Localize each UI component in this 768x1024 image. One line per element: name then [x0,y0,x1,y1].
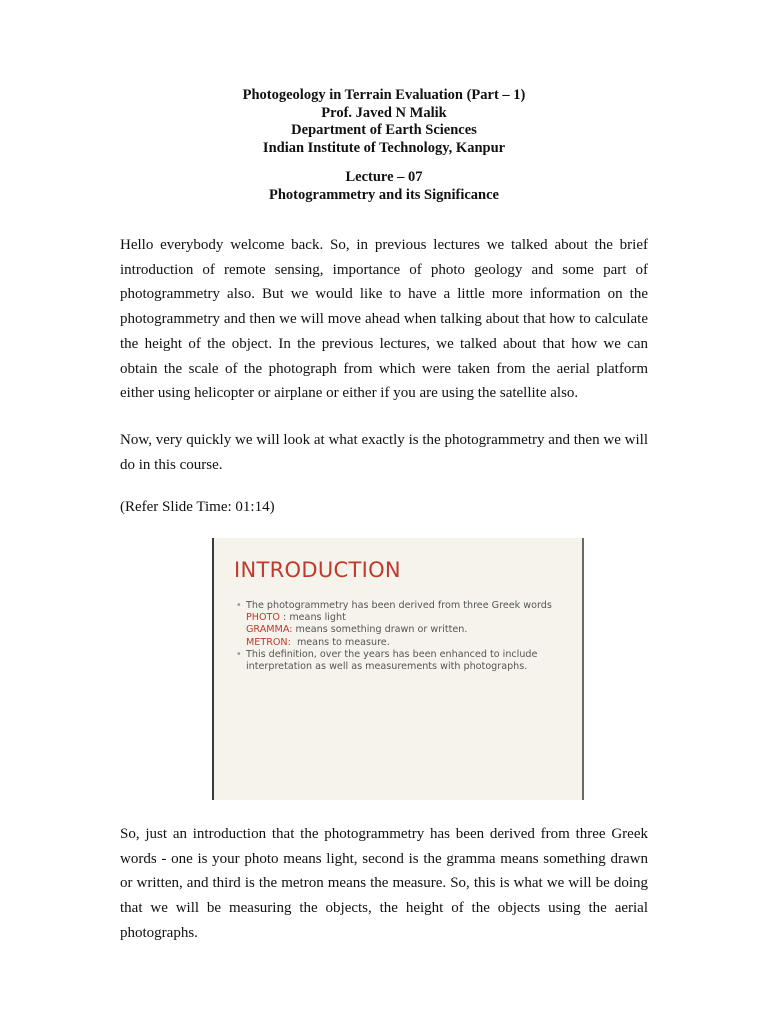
slide-content [234,600,554,673]
term-word: METRON: [246,636,291,648]
professor-name: Prof. Javed N Malik [321,104,447,121]
bullet-icon: • [236,600,242,611]
slide-bullet [234,600,554,612]
course-title: Photogeology in Terrain Evaluation (Part – 1) [242,87,526,103]
bullet-icon: • [236,648,242,660]
institute-name: Indian Institute of Technology, Kanpur [262,139,506,156]
term-separator: : [279,612,290,624]
slide-bullet-text: This definition, over the years has been enhanced to include interpretation as well as measurements with photographs. [246,648,538,673]
department-name: Department of Earth Sciences [291,122,477,138]
paragraph-etymology: So, just an introduction that the photogrammetry has been derived from three Greek words - one is your photo means light, second is the gramma means something drawn or written, and third is the metron means the measure. So, this is what we will be doing that we will be measuring the objects, the height of the objects using the aerial photographs. [120,826,648,941]
lecture-number: Lecture – 07 [345,169,423,185]
slide-bullet-text: The photogrammetry has been derived from three Greek words [246,600,552,611]
term-word: GRAMMA: [246,624,293,636]
header-spacer [0,157,768,169]
slide-time-reference: (Refer Slide Time: 01:14) [120,499,275,515]
slide-title: INTRODUCTION [234,558,401,582]
slide-bullet [234,649,554,673]
lecture-title: Photogrammetry and its Significance [269,186,499,203]
slide-term-gramma [234,624,554,636]
lecture-header [0,87,768,204]
paragraph-intro: Hello everybody welcome back. So, in previous lectures we talked about the brief introduction of remote sensing, importance of photo geology and some part of photogrammetry also. But we would like to have a little more information on the photogrammetry and then we will move ahead when talking about that how to calculate the height of the object. In the previous lectures, we talked about that how we can obtain the scale of the photograph from which were taken from the aerial platform either using helicopter or airplane or either if you are using the satellite also. [120,237,648,402]
term-word: PHOTO [246,612,280,624]
paragraph-overview: Now, very quickly we will look at what exactly is the photogrammetry and then we will do in this course. [120,432,648,473]
lecture-slide-image [212,538,584,800]
term-definition: means to measure. [296,636,390,648]
term-definition: means light [289,612,346,624]
slide-term-metron [234,637,554,649]
term-definition: means something drawn or written. [295,624,468,636]
slide-term-photo [234,612,554,624]
